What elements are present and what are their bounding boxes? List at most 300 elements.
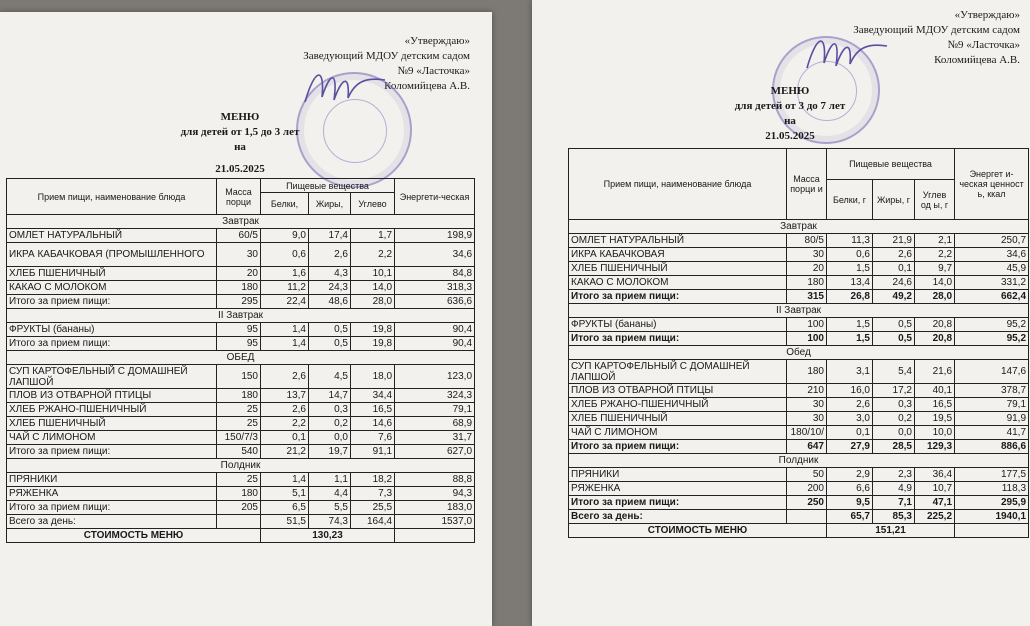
carb-cell: 36,4 [915, 468, 955, 482]
header-carbs: Углево [351, 193, 395, 215]
carb-cell: 20,8 [915, 318, 955, 332]
fat-cell: 0,3 [309, 403, 351, 417]
table-row [569, 248, 1029, 262]
dish-name: ПЛОВ ИЗ ОТВАРНОЙ ПТИЦЫ [7, 389, 217, 403]
header-energy: Энергети-ческая [395, 179, 475, 215]
menu-na: на [784, 115, 796, 127]
carb-cell: 7,6 [351, 431, 395, 445]
carb-cell: 14,0 [915, 276, 955, 290]
protein-cell: 3,1 [827, 360, 873, 384]
energy-cell: 183,0 [395, 501, 475, 515]
fat-cell: 5,5 [309, 501, 351, 515]
cost-label: СТОИМОСТЬ МЕНЮ [7, 529, 261, 543]
table-row [7, 281, 475, 295]
dish-name: ЧАЙ С ЛИМОНОМ [7, 431, 217, 445]
mass-cell: 95 [217, 337, 261, 351]
approval-line: Коломийцева А.В. [934, 54, 1020, 66]
fat-cell: 2,6 [873, 248, 915, 262]
dish-name: ПРЯНИКИ [7, 473, 217, 487]
fat-cell: 4,9 [873, 482, 915, 496]
menu-na: на [234, 141, 246, 153]
table-row [569, 360, 1029, 384]
table-row [569, 482, 1029, 496]
fat-cell: 1,1 [309, 473, 351, 487]
carb-cell: 16,5 [915, 398, 955, 412]
dish-name: Итого за прием пищи: [569, 332, 787, 346]
dish-name: Итого за прием пищи: [569, 440, 787, 454]
dish-name: Всего за день: [7, 515, 217, 529]
menu-heading [700, 84, 880, 144]
table-row [7, 389, 475, 403]
table-row [569, 426, 1029, 440]
table-row [569, 262, 1029, 276]
dish-name: ХЛЕБ ПШЕНИЧНЫЙ [7, 267, 217, 281]
carb-cell: 10,1 [351, 267, 395, 281]
section-row [569, 220, 1029, 234]
fat-cell: 24,3 [309, 281, 351, 295]
protein-cell: 2,9 [827, 468, 873, 482]
protein-cell: 1,4 [261, 473, 309, 487]
section-row [7, 215, 475, 229]
fat-cell: 0,2 [309, 417, 351, 431]
header-name: Прием пищи, наименование блюда [569, 149, 787, 220]
carb-cell: 2,1 [915, 234, 955, 248]
header-carbs: Углев од ы, г [915, 180, 955, 220]
fat-cell: 4,3 [309, 267, 351, 281]
fat-cell: 0,5 [873, 332, 915, 346]
energy-cell: 250,7 [955, 234, 1029, 248]
cost-row [569, 524, 1029, 538]
dish-name: СУП КАРТОФЕЛЬНЫЙ С ДОМАШНЕЙ ЛАПШОЙ [7, 365, 217, 389]
fat-cell: 4,4 [309, 487, 351, 501]
mass-cell: 50 [787, 468, 827, 482]
protein-cell: 9,0 [261, 229, 309, 243]
mass-cell: 205 [217, 501, 261, 515]
approval-line: «Утверждаю» [954, 9, 1020, 21]
protein-cell: 51,5 [261, 515, 309, 529]
mass-cell: 30 [217, 243, 261, 267]
section-total-row [569, 290, 1029, 304]
mass-cell: 25 [217, 403, 261, 417]
table-row [7, 267, 475, 281]
header-mass: Масса порци [217, 179, 261, 215]
dish-name: КАКАО С МОЛОКОМ [7, 281, 217, 295]
section-row [569, 454, 1029, 468]
section-total-row [569, 332, 1029, 346]
fat-cell: 0,5 [873, 318, 915, 332]
carb-cell: 225,2 [915, 510, 955, 524]
protein-cell: 0,6 [261, 243, 309, 267]
menu-subtitle: для детей от 3 до 7 лет [734, 100, 846, 112]
energy-cell: 662,4 [955, 290, 1029, 304]
mass-cell: 95 [217, 323, 261, 337]
energy-cell: 198,9 [395, 229, 475, 243]
protein-cell: 3,0 [827, 412, 873, 426]
carb-cell: 20,8 [915, 332, 955, 346]
mass-cell: 180 [787, 360, 827, 384]
carb-cell: 14,6 [351, 417, 395, 431]
mass-cell: 25 [217, 417, 261, 431]
dish-name: ОМЛЕТ НАТУРАЛЬНЫЙ [569, 234, 787, 248]
fat-cell: 0,0 [309, 431, 351, 445]
signature-icon [802, 28, 892, 78]
menu-table [568, 148, 1029, 538]
carb-cell: 2,2 [915, 248, 955, 262]
protein-cell: 22,4 [261, 295, 309, 309]
section-title: Завтрак [7, 215, 475, 229]
mass-cell: 180 [787, 276, 827, 290]
section-title: Полдник [569, 454, 1029, 468]
energy-cell: 324,3 [395, 389, 475, 403]
fat-cell: 85,3 [873, 510, 915, 524]
signature-icon [300, 62, 390, 112]
carb-cell: 14,0 [351, 281, 395, 295]
energy-cell: 636,6 [395, 295, 475, 309]
fat-cell: 49,2 [873, 290, 915, 304]
dish-name: ХЛЕБ ПШЕНИЧНЫЙ [569, 412, 787, 426]
carb-cell: 18,0 [351, 365, 395, 389]
approval-line: №9 «Ласточка» [397, 65, 470, 77]
mass-cell: 250 [787, 496, 827, 510]
energy-cell: 123,0 [395, 365, 475, 389]
energy-cell: 177,5 [955, 468, 1029, 482]
table-row [569, 398, 1029, 412]
protein-cell: 6,6 [827, 482, 873, 496]
fat-cell: 0,1 [873, 262, 915, 276]
energy-cell: 84,8 [395, 267, 475, 281]
section-title: Полдник [7, 459, 475, 473]
section-title: Обед [569, 346, 1029, 360]
protein-cell: 2,6 [827, 398, 873, 412]
mass-cell: 30 [787, 248, 827, 262]
mass-cell: 540 [217, 445, 261, 459]
protein-cell: 27,9 [827, 440, 873, 454]
dish-name: ЧАЙ С ЛИМОНОМ [569, 426, 787, 440]
dish-name: РЯЖЕНКА [7, 487, 217, 501]
protein-cell: 6,5 [261, 501, 309, 515]
dish-name: СУП КАРТОФЕЛЬНЫЙ С ДОМАШНЕЙ ЛАПШОЙ [569, 360, 787, 384]
menu-date: 21.05.2025 [765, 130, 815, 142]
energy-cell: 331,2 [955, 276, 1029, 290]
table-row [7, 243, 475, 267]
mass-cell: 180 [217, 281, 261, 295]
energy-cell: 1537,0 [395, 515, 475, 529]
carb-cell: 21,6 [915, 360, 955, 384]
carb-cell: 91,1 [351, 445, 395, 459]
approval-line: Заведующий МДОУ детским садом [853, 24, 1020, 36]
protein-cell: 5,1 [261, 487, 309, 501]
protein-cell: 26,8 [827, 290, 873, 304]
mass-cell: 295 [217, 295, 261, 309]
fat-cell: 14,7 [309, 389, 351, 403]
menu-table [6, 178, 475, 543]
cost-label: СТОИМОСТЬ МЕНЮ [569, 524, 827, 538]
menu-heading [140, 110, 340, 177]
dish-name: Итого за прием пищи: [569, 290, 787, 304]
cost-empty [395, 529, 475, 543]
fat-cell: 0,0 [873, 426, 915, 440]
dish-name: Итого за прием пищи: [7, 501, 217, 515]
section-total-row [569, 440, 1029, 454]
section-row [7, 351, 475, 365]
section-row [7, 459, 475, 473]
energy-cell: 627,0 [395, 445, 475, 459]
table-row [7, 365, 475, 389]
energy-cell: 79,1 [955, 398, 1029, 412]
energy-cell: 34,6 [395, 243, 475, 267]
dish-name: ХЛЕБ РЖАНО-ПШЕНИЧНЫЙ [569, 398, 787, 412]
energy-cell: 68,9 [395, 417, 475, 431]
approval-line: «Утверждаю» [404, 35, 470, 47]
header-nutrients: Пищевые вещества [827, 149, 955, 180]
dish-name: ХЛЕБ ПШЕНИЧНЫЙ [7, 417, 217, 431]
energy-cell: 378,7 [955, 384, 1029, 398]
energy-cell: 147,6 [955, 360, 1029, 384]
mass-cell: 30 [787, 398, 827, 412]
table-row [7, 473, 475, 487]
header-mass: Масса порци и [787, 149, 827, 220]
fat-cell: 0,2 [873, 412, 915, 426]
fat-cell: 2,3 [873, 468, 915, 482]
energy-cell: 318,3 [395, 281, 475, 295]
header-name: Прием пищи, наименование блюда [7, 179, 217, 215]
fat-cell: 19,7 [309, 445, 351, 459]
mass-cell: 315 [787, 290, 827, 304]
fat-cell: 48,6 [309, 295, 351, 309]
carb-cell: 19,8 [351, 337, 395, 351]
cost-empty [955, 524, 1029, 538]
fat-cell: 4,5 [309, 365, 351, 389]
section-row [569, 346, 1029, 360]
carb-cell: 19,5 [915, 412, 955, 426]
section-total-row [569, 496, 1029, 510]
energy-cell: 41,7 [955, 426, 1029, 440]
carb-cell: 28,0 [915, 290, 955, 304]
cost-value: 151,21 [827, 524, 955, 538]
protein-cell: 0,1 [827, 426, 873, 440]
table-row [7, 431, 475, 445]
dish-name: РЯЖЕНКА [569, 482, 787, 496]
dish-name: Итого за прием пищи: [7, 295, 217, 309]
header-proteins: Белки, г [827, 180, 873, 220]
dish-name: ИКРА КАБАЧКОВАЯ [569, 248, 787, 262]
mass-cell: 180 [217, 487, 261, 501]
carb-cell: 47,1 [915, 496, 955, 510]
carb-cell: 18,2 [351, 473, 395, 487]
fat-cell: 0,3 [873, 398, 915, 412]
table-row [7, 417, 475, 431]
header-fats: Жиры, [309, 193, 351, 215]
cost-row [7, 529, 475, 543]
table-row [569, 234, 1029, 248]
section-total-row [7, 295, 475, 309]
mass-cell: 180/10/ [787, 426, 827, 440]
fat-cell: 24,6 [873, 276, 915, 290]
dish-name: ХЛЕБ РЖАНО-ПШЕНИЧНЫЙ [7, 403, 217, 417]
section-title: Завтрак [569, 220, 1029, 234]
mass-cell: 60/5 [217, 229, 261, 243]
day-total-row [569, 510, 1029, 524]
energy-cell: 1940,1 [955, 510, 1029, 524]
carb-cell: 16,5 [351, 403, 395, 417]
fat-cell: 2,6 [309, 243, 351, 267]
table-row [7, 487, 475, 501]
fat-cell: 17,4 [309, 229, 351, 243]
table-row [569, 384, 1029, 398]
dish-name: Итого за прием пищи: [7, 445, 217, 459]
protein-cell: 1,5 [827, 332, 873, 346]
mass-cell: 200 [787, 482, 827, 496]
day-total-row [7, 515, 475, 529]
fat-cell: 74,3 [309, 515, 351, 529]
header-energy: Энергет и-ческая ценност ь, ккал [955, 149, 1029, 220]
approval-line: №9 «Ласточка» [947, 39, 1020, 51]
carb-cell: 7,3 [351, 487, 395, 501]
table-row [7, 229, 475, 243]
mass-cell: 20 [787, 262, 827, 276]
dish-name: ПЛОВ ИЗ ОТВАРНОЙ ПТИЦЫ [569, 384, 787, 398]
section-row [569, 304, 1029, 318]
approval-line: Заведующий МДОУ детским садом [303, 50, 470, 62]
protein-cell: 21,2 [261, 445, 309, 459]
dish-name: Итого за прием пищи: [569, 496, 787, 510]
carb-cell: 129,3 [915, 440, 955, 454]
carb-cell: 28,0 [351, 295, 395, 309]
protein-cell: 0,1 [261, 431, 309, 445]
approval-line: Коломийцева А.В. [384, 80, 470, 92]
energy-cell: 95,2 [955, 318, 1029, 332]
fat-cell: 17,2 [873, 384, 915, 398]
menu-sheet-children [532, 0, 1030, 626]
menu-date: 21.05.2025 [215, 163, 265, 175]
mass-cell: 25 [217, 473, 261, 487]
dish-name: ФРУКТЫ (бананы) [7, 323, 217, 337]
mass-cell: 150 [217, 365, 261, 389]
fat-cell: 5,4 [873, 360, 915, 384]
carb-cell: 9,7 [915, 262, 955, 276]
section-title: ОБЕД [7, 351, 475, 365]
carb-cell: 1,7 [351, 229, 395, 243]
table-row [569, 318, 1029, 332]
energy-cell: 34,6 [955, 248, 1029, 262]
dish-name: ИКРА КАБАЧКОВАЯ (ПРОМЫШЛЕННОГО [7, 243, 217, 267]
energy-cell: 95,2 [955, 332, 1029, 346]
energy-cell: 94,3 [395, 487, 475, 501]
header-proteins: Белки, [261, 193, 309, 215]
protein-cell: 0,6 [827, 248, 873, 262]
table-row [569, 468, 1029, 482]
cost-value: 130,23 [261, 529, 395, 543]
table-row [569, 412, 1029, 426]
table-row [7, 403, 475, 417]
fat-cell: 0,5 [309, 323, 351, 337]
mass-cell: 150/7/3 [217, 431, 261, 445]
header-fats: Жиры, г [873, 180, 915, 220]
fat-cell: 0,5 [309, 337, 351, 351]
protein-cell: 11,3 [827, 234, 873, 248]
table-row [569, 276, 1029, 290]
protein-cell: 13,7 [261, 389, 309, 403]
dish-name: ПРЯНИКИ [569, 468, 787, 482]
dish-name: Всего за день: [569, 510, 787, 524]
energy-cell: 31,7 [395, 431, 475, 445]
protein-cell: 2,2 [261, 417, 309, 431]
energy-cell: 90,4 [395, 323, 475, 337]
energy-cell: 88,8 [395, 473, 475, 487]
mass-cell [217, 515, 261, 529]
energy-cell: 45,9 [955, 262, 1029, 276]
carb-cell: 34,4 [351, 389, 395, 403]
section-total-row [7, 445, 475, 459]
table-row [7, 323, 475, 337]
section-title: II Завтрак [569, 304, 1029, 318]
menu-sheet-toddlers [0, 12, 492, 626]
section-row [7, 309, 475, 323]
protein-cell: 2,6 [261, 403, 309, 417]
protein-cell: 1,5 [827, 318, 873, 332]
carb-cell: 40,1 [915, 384, 955, 398]
mass-cell: 647 [787, 440, 827, 454]
mass-cell: 210 [787, 384, 827, 398]
protein-cell: 1,6 [261, 267, 309, 281]
dish-name: ОМЛЕТ НАТУРАЛЬНЫЙ [7, 229, 217, 243]
section-total-row [7, 337, 475, 351]
dish-name: Итого за прием пищи: [7, 337, 217, 351]
dish-name: ФРУКТЫ (бананы) [569, 318, 787, 332]
fat-cell: 7,1 [873, 496, 915, 510]
mass-cell: 80/5 [787, 234, 827, 248]
energy-cell: 79,1 [395, 403, 475, 417]
dish-name: ХЛЕБ ПШЕНИЧНЫЙ [569, 262, 787, 276]
protein-cell: 13,4 [827, 276, 873, 290]
section-total-row [7, 501, 475, 515]
mass-cell: 30 [787, 412, 827, 426]
carb-cell: 2,2 [351, 243, 395, 267]
protein-cell: 65,7 [827, 510, 873, 524]
menu-subtitle: для детей от 1,5 до 3 лет [180, 126, 300, 138]
carb-cell: 10,0 [915, 426, 955, 440]
energy-cell: 90,4 [395, 337, 475, 351]
fat-cell: 21,9 [873, 234, 915, 248]
protein-cell: 2,6 [261, 365, 309, 389]
mass-cell: 100 [787, 332, 827, 346]
header-nutrients: Пищевые вещества [261, 179, 395, 193]
protein-cell: 1,5 [827, 262, 873, 276]
section-title: II Завтрак [7, 309, 475, 323]
mass-cell: 180 [217, 389, 261, 403]
energy-cell: 295,9 [955, 496, 1029, 510]
energy-cell: 118,3 [955, 482, 1029, 496]
protein-cell: 11,2 [261, 281, 309, 295]
menu-title: МЕНЮ [220, 111, 260, 123]
carb-cell: 164,4 [351, 515, 395, 529]
protein-cell: 16,0 [827, 384, 873, 398]
carb-cell: 19,8 [351, 323, 395, 337]
carb-cell: 25,5 [351, 501, 395, 515]
fat-cell: 28,5 [873, 440, 915, 454]
dish-name: КАКАО С МОЛОКОМ [569, 276, 787, 290]
mass-cell [787, 510, 827, 524]
protein-cell: 1,4 [261, 323, 309, 337]
protein-cell: 1,4 [261, 337, 309, 351]
protein-cell: 9,5 [827, 496, 873, 510]
energy-cell: 886,6 [955, 440, 1029, 454]
menu-title: МЕНЮ [770, 85, 810, 97]
carb-cell: 10,7 [915, 482, 955, 496]
mass-cell: 100 [787, 318, 827, 332]
energy-cell: 91,9 [955, 412, 1029, 426]
mass-cell: 20 [217, 267, 261, 281]
